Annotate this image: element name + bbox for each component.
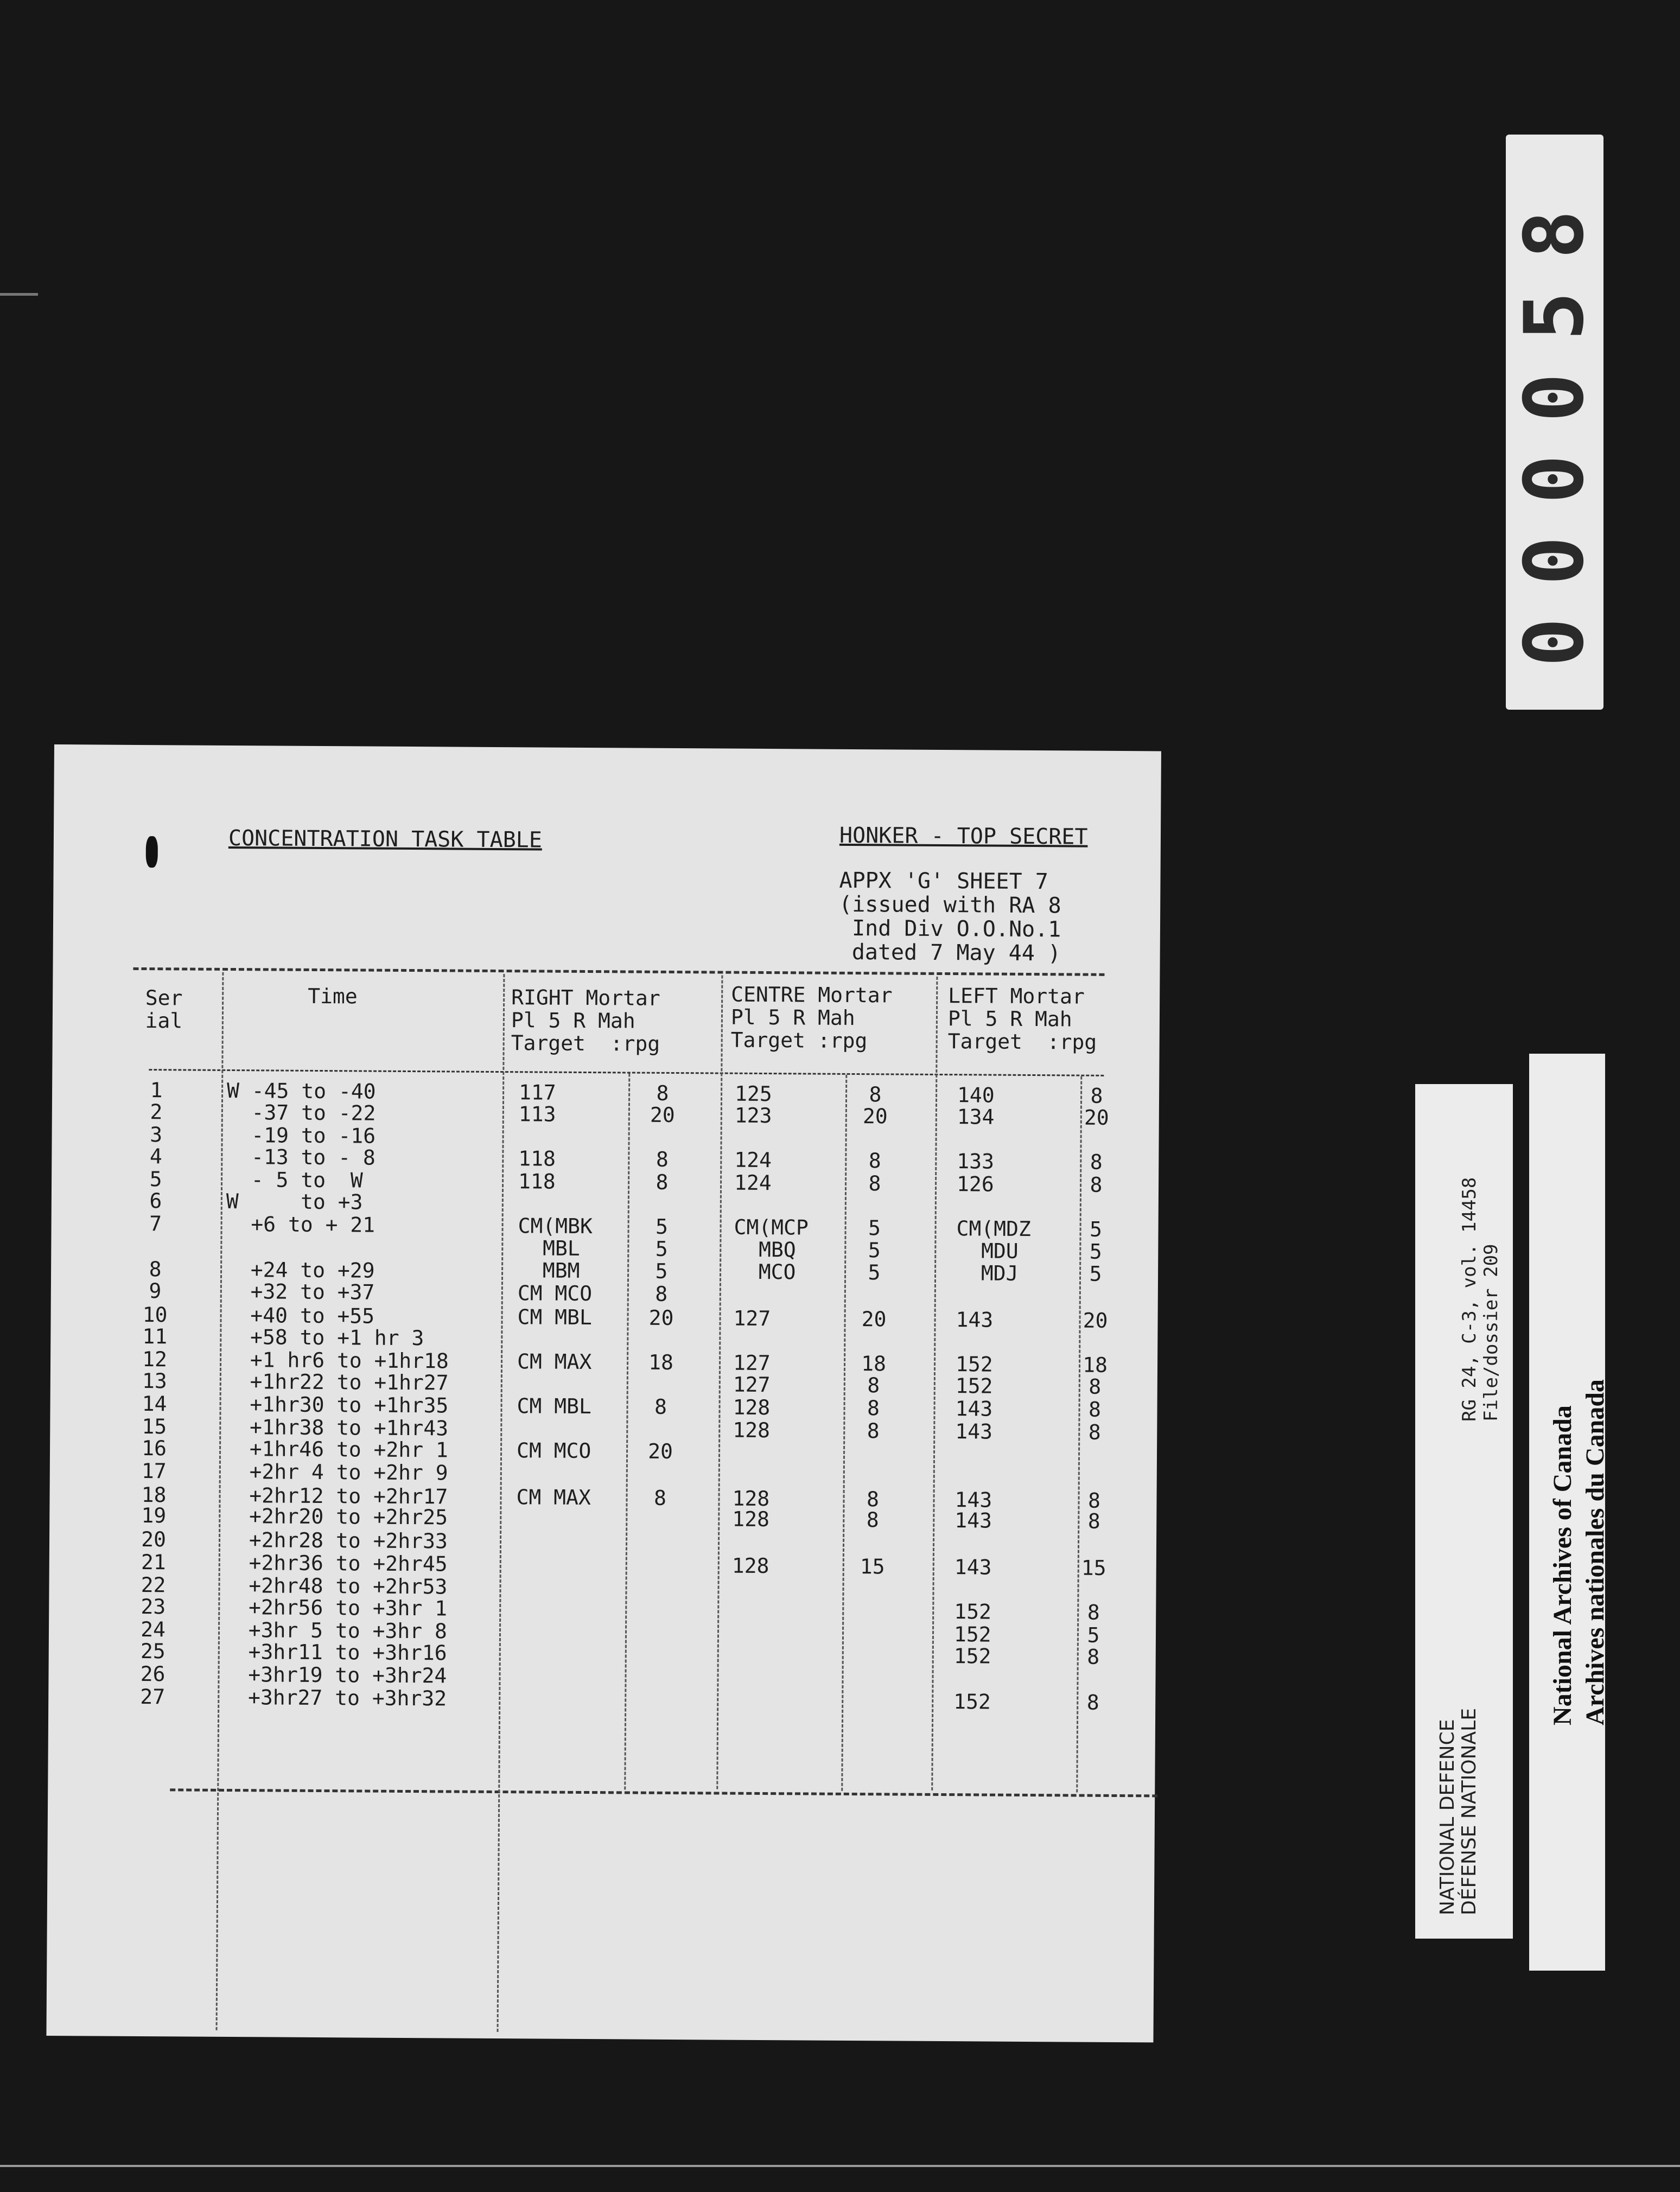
film-edge-mark xyxy=(0,293,38,296)
serial-cell: 12 xyxy=(142,1347,168,1372)
right-rpg-cell: 20 xyxy=(648,1305,674,1330)
centre-target-cell: 128 xyxy=(733,1395,771,1420)
serial-cell: 6 xyxy=(149,1189,162,1213)
left-target-cell: 152 xyxy=(953,1622,991,1647)
time-cell: - 5 to W xyxy=(226,1167,363,1193)
left-target-cell: 143 xyxy=(956,1308,994,1332)
left-rpg-cell: 8 xyxy=(1090,1173,1103,1197)
centre-rpg-cell: 18 xyxy=(861,1352,887,1376)
header-time: Time xyxy=(308,984,358,1009)
left-rpg-cell: 5 5 5 xyxy=(1089,1217,1103,1286)
left-target-cell: 152 xyxy=(953,1644,991,1668)
serial-cell: 13 xyxy=(142,1369,167,1393)
time-cell: +58 to +1 hr 3 xyxy=(225,1324,424,1350)
centre-target-cell: 124 xyxy=(734,1170,772,1195)
film-edge-rule xyxy=(0,2165,1680,2167)
centre-target-cell: 127 xyxy=(733,1372,771,1397)
right-rpg-cell: 8 xyxy=(656,1081,669,1105)
centre-target-cell: 128 xyxy=(733,1418,771,1443)
time-cell: +1hr30 to +1hr35 xyxy=(225,1392,449,1418)
serial-cell: 27 xyxy=(140,1685,166,1709)
time-cell: W to +3 xyxy=(226,1189,363,1214)
time-cell: +3hr19 to +3hr24 xyxy=(223,1662,447,1688)
serial-cell: 7 xyxy=(149,1212,162,1236)
left-rpg-cell: 8 xyxy=(1089,1374,1102,1399)
right-rpg-cell: 20 xyxy=(648,1439,673,1463)
serial-cell: 21 xyxy=(141,1550,166,1575)
left-rpg-cell: 8 xyxy=(1090,1150,1103,1174)
left-target-cell: CM(MDZ MDU MDJ xyxy=(956,1216,1031,1285)
left-rpg-cell: 20 xyxy=(1084,1105,1109,1130)
centre-target-cell: 128 xyxy=(732,1507,770,1532)
header-left-mortar: LEFT Mortar Pl 5 R Mah Target :rpg xyxy=(947,984,1097,1054)
right-rpg-cell: 8 xyxy=(656,1147,669,1171)
right-rpg-cell: 18 xyxy=(648,1350,674,1374)
left-rpg-cell: 5 xyxy=(1087,1623,1100,1647)
reference-line: dated 7 May 44 ) xyxy=(838,939,1061,966)
left-target-cell: 152 xyxy=(955,1352,993,1377)
left-rpg-cell: 8 xyxy=(1087,1488,1101,1513)
column-divider xyxy=(716,976,723,1789)
time-cell: +3hr 5 to +3hr 8 xyxy=(223,1617,447,1643)
document-reference xyxy=(839,869,1061,965)
column-divider xyxy=(497,974,505,2032)
column-divider xyxy=(931,977,938,1790)
serial-cell: 17 xyxy=(141,1459,167,1483)
time-cell: -13 to - 8 xyxy=(226,1144,376,1170)
reference-line: (issued with RA 8 xyxy=(839,891,1061,919)
serial-cell: 14 xyxy=(142,1392,167,1416)
centre-rpg-cell: 8 xyxy=(867,1396,880,1420)
centre-target-cell: CM(MCP MBQ MCO xyxy=(733,1215,809,1284)
left-target-cell: 143 xyxy=(954,1555,992,1579)
centre-rpg-cell: 8 xyxy=(867,1373,880,1398)
left-target-cell: 143 xyxy=(955,1419,993,1444)
left-target-cell: 152 xyxy=(955,1374,993,1398)
right-rpg-cell: 8 xyxy=(653,1486,667,1510)
centre-rpg-cell: 8 xyxy=(869,1082,882,1107)
right-target-cell: CM MBL xyxy=(517,1394,591,1419)
left-rpg-cell: 8 xyxy=(1088,1420,1101,1444)
time-cell: +6 to + 21 xyxy=(226,1212,376,1237)
column-divider xyxy=(216,972,224,2030)
time-cell: +3hr27 to +3hr32 xyxy=(223,1685,447,1711)
left-target-cell: 143 xyxy=(955,1397,993,1421)
centre-rpg-cell: 20 xyxy=(862,1104,888,1129)
header-centre-mortar: CENTRE Mortar Pl 5 R Mah Target :rpg xyxy=(730,982,893,1053)
column-divider xyxy=(624,1073,630,1789)
right-target-cell: 118 xyxy=(518,1146,556,1171)
centre-target-cell: 127 xyxy=(733,1350,771,1375)
archive-reference: RG 24, C-3, vol. 14458 File/dossier 209 xyxy=(1459,1177,1502,1422)
left-rpg-cell: 8 xyxy=(1087,1509,1100,1533)
right-target-cell: CM MAX xyxy=(516,1485,591,1510)
left-rpg-cell: 8 xyxy=(1088,1397,1102,1422)
centre-rpg-cell: 8 xyxy=(868,1171,881,1196)
serial-cell: 16 xyxy=(142,1436,167,1461)
serial-cell: 3 xyxy=(150,1123,163,1147)
header-right-mortar: RIGHT Mortar Pl 5 R Mah Target :rpg xyxy=(511,985,660,1056)
table-header-rule xyxy=(149,1069,1104,1076)
left-target-cell: 133 xyxy=(957,1149,995,1174)
centre-rpg-cell: 8 xyxy=(866,1508,879,1532)
time-cell: +2hr48 to +2hr53 xyxy=(224,1573,448,1599)
time-cell: +1 hr6 to +1hr18 xyxy=(225,1347,449,1373)
time-cell: +2hr 4 to +2hr 9 xyxy=(224,1459,448,1485)
centre-target-cell: 128 xyxy=(732,1486,770,1511)
left-rpg-cell: 8 xyxy=(1090,1084,1103,1108)
department-name: NATIONAL DEFENCE DÉFENSE NATIONALE xyxy=(1436,1708,1480,1915)
time-cell: W -45 to -40 xyxy=(226,1078,376,1104)
time-cell: +32 to +37 xyxy=(225,1279,375,1304)
serial-cell: 11 xyxy=(142,1324,168,1349)
reference-line: APPX 'G' SHEET 7 xyxy=(839,868,1048,895)
left-rpg-cell: 8 xyxy=(1087,1645,1100,1669)
time-cell: +3hr11 to +3hr16 xyxy=(223,1639,447,1665)
time-cell: +1hr38 to +1hr43 xyxy=(225,1414,449,1441)
left-target-cell: 143 xyxy=(954,1508,992,1533)
time-cell: +2hr56 to +3hr 1 xyxy=(224,1595,448,1621)
left-rpg-cell: 8 xyxy=(1087,1600,1100,1624)
serial-cell: 24 xyxy=(141,1617,166,1642)
centre-rpg-cell: 8 xyxy=(867,1419,880,1443)
centre-rpg-cell: 15 xyxy=(860,1554,885,1579)
left-target-cell: 152 xyxy=(953,1690,991,1714)
centre-rpg-cell: 8 xyxy=(866,1487,880,1512)
left-rpg-cell: 8 xyxy=(1086,1690,1099,1715)
serial-cell: 2 xyxy=(150,1100,163,1124)
right-target-cell: 118 xyxy=(518,1169,556,1194)
table-top-rule xyxy=(133,967,1104,976)
serial-cell: 18 xyxy=(141,1483,167,1507)
time-cell: +2hr12 to +2hr17 xyxy=(224,1483,448,1509)
serial-cell: 15 xyxy=(142,1414,167,1439)
serial-cell: 5 xyxy=(149,1167,162,1191)
reference-line: Ind Div O.O.No.1 xyxy=(838,915,1061,942)
document-page xyxy=(46,744,1161,2042)
centre-rpg-cell: 20 xyxy=(861,1307,887,1331)
centre-target-cell: 128 xyxy=(731,1553,769,1578)
right-target-cell: CM MCO xyxy=(516,1438,591,1463)
left-rpg-cell: 15 xyxy=(1081,1556,1106,1580)
frame-number: 000058 xyxy=(1507,177,1602,667)
left-target-cell: 152 xyxy=(954,1600,992,1624)
classification-marking: HONKER - TOP SECRET xyxy=(839,823,1088,850)
document-title: CONCENTRATION TASK TABLE xyxy=(228,825,543,853)
centre-rpg-cell: 8 xyxy=(868,1149,881,1173)
right-target-cell: CM MBL xyxy=(517,1305,592,1330)
serial-cell: 22 xyxy=(141,1573,166,1597)
serial-cell: 25 xyxy=(140,1639,166,1664)
header-serial: Ser ial xyxy=(145,986,183,1033)
right-target-cell: 113 xyxy=(518,1102,556,1126)
serial-cell: 8 xyxy=(149,1257,162,1282)
centre-target-cell: 127 xyxy=(733,1306,771,1331)
time-cell: +1hr22 to +1hr27 xyxy=(225,1369,449,1395)
time-cell: +40 to +55 xyxy=(225,1303,375,1328)
centre-target-cell: 125 xyxy=(734,1081,772,1106)
left-target-cell: 143 xyxy=(954,1488,992,1512)
right-rpg-cell: 8 xyxy=(655,1282,668,1306)
archive-institution: National Archives of Canada Archives nationales du Canada xyxy=(1548,1379,1609,1725)
table-bottom-rule xyxy=(170,1788,1157,1797)
right-target-cell: CM MAX xyxy=(517,1349,592,1374)
serial-cell: 26 xyxy=(140,1662,166,1686)
left-rpg-cell: 18 xyxy=(1083,1353,1108,1377)
left-rpg-cell: 20 xyxy=(1083,1308,1108,1333)
time-cell: -37 to -22 xyxy=(226,1100,376,1125)
serial-cell: 9 xyxy=(149,1279,162,1303)
left-target-cell: 126 xyxy=(956,1172,994,1196)
left-target-cell: 140 xyxy=(957,1083,995,1107)
right-rpg-cell: 8 xyxy=(654,1394,667,1419)
serial-cell: 4 xyxy=(149,1144,162,1169)
ink-blot xyxy=(146,836,158,868)
right-rpg-cell: 5 5 5 xyxy=(655,1214,669,1283)
frame-number-strip xyxy=(1506,135,1603,710)
serial-cell: 20 xyxy=(141,1527,167,1552)
right-target-cell: CM(MBK MBL MBM xyxy=(517,1214,593,1283)
serial-cell: 19 xyxy=(141,1503,167,1528)
time-cell: +24 to +29 xyxy=(225,1257,375,1283)
centre-rpg-cell: 5 5 5 xyxy=(868,1216,881,1285)
serial-cell: 1 xyxy=(150,1078,163,1103)
time-cell: -19 to -16 xyxy=(226,1123,376,1148)
right-rpg-cell: 20 xyxy=(650,1103,675,1127)
serial-cell: 23 xyxy=(141,1595,166,1619)
right-target-cell: CM MCO xyxy=(517,1281,593,1306)
time-cell: +2hr20 to +2hr25 xyxy=(224,1503,448,1530)
time-cell: +2hr28 to +2hr33 xyxy=(224,1527,448,1553)
right-rpg-cell: 8 xyxy=(656,1170,669,1194)
left-target-cell: 134 xyxy=(957,1105,995,1129)
serial-cell: 10 xyxy=(142,1303,168,1327)
time-cell: +1hr46 to +2hr 1 xyxy=(224,1436,449,1462)
centre-target-cell: 123 xyxy=(734,1103,772,1128)
time-cell: +2hr36 to +2hr45 xyxy=(224,1550,448,1576)
column-divider xyxy=(841,1075,847,1791)
right-target-cell: 117 xyxy=(518,1080,556,1105)
centre-target-cell: 124 xyxy=(734,1148,772,1173)
